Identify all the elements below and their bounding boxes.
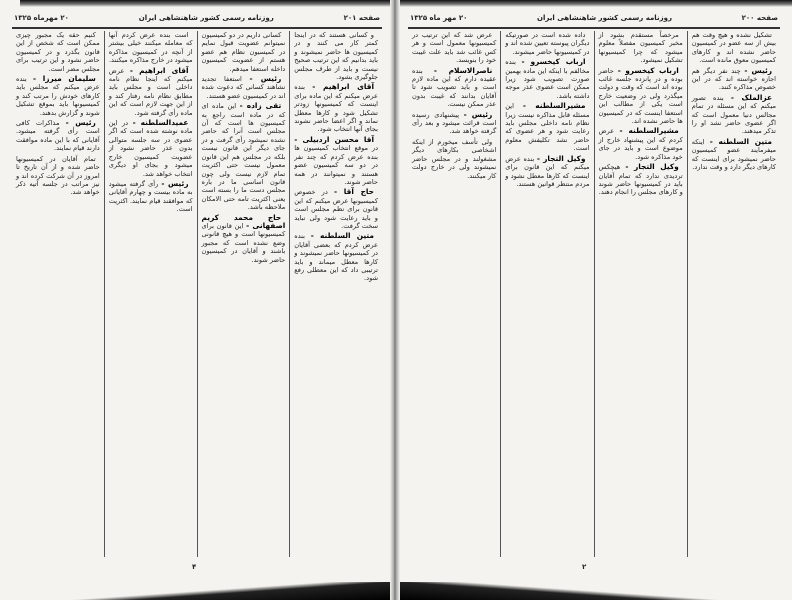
paragraph [202,75,286,100]
scan-shadow [0,582,394,600]
paragraph [294,83,378,133]
paragraph-text: کنیم حقه یک مجبور چیزی ممکن است که شخص از این قانون بگذرد و در کمیسیون حاضر نشود و این ترتیب برای مجلس مضر است. [16,31,100,73]
paragraph-text: این ماده ای که در ماده است راجع به کمیسیون ها است که آن مجلس است آنرا که حاضر نشده نمیشود رأی گرفت و در جای دیگر این قانون نیست بلکه در مجلس هم این قانون معمول نیست حتی اکثریت تمام لازم نیست ولی چون قانون اساسی ما در باره مجلس دست ما را بسته است یعنی اکثریت تامه حتی الامکان ملاحظه باشد. [201,102,286,212]
speaker-name: آقای ابراهیم - [129,65,189,75]
speaker-name: آقای ابراهیم - [312,82,374,92]
paragraph [202,31,286,73]
paragraph [109,180,193,214]
paragraph [294,31,378,81]
paragraph-text: این مسئله قابل مذاکره نیست زیرا نظام نامه داخلی مجلس باید رعایت شود و هر عضوی که حاضر نشد تکلیفش معلوم است. [505,102,590,153]
paragraph [202,102,286,211]
page-header [14,12,380,24]
speaker-name: مشیرالسلطنه - [619,126,679,136]
paragraph-text: عرض میکنم که اینجا نظام نامه داخلی است و مجلس باید مطابق نظام نامه رفتار کند و از این جهت لازم است که این ماده رأی گرفته شود. [108,66,193,117]
paragraph [692,138,776,172]
paragraph [412,138,496,180]
speaker-name: رئیس - [249,74,282,84]
left-page [0,0,394,600]
speaker-name: وکیل التجار - [625,162,679,172]
paragraph [16,155,100,197]
paragraph-text: است بنده عرض کردم آنها که معامله میکنند خیلی بیشتر از آنچه در کمیسیون مذاکره میشود در خارج مذاکره میکنند. [108,31,193,65]
newspaper-title: روزنامه رسمی کشور شاهنشاهی ایران [537,14,672,22]
text-column [197,31,290,557]
speaker-name: ارباب کیخسرو - [617,65,679,75]
paragraph-text: در این ماده نوشته شده است که اگر عضوی در سه جلسه متوالی بدون عذر حاضر نشود از عضویت کمیسیون خارج میشود و بجای او دیگری انتخاب خواهد شد. [108,119,193,178]
page-header [410,12,778,24]
paragraph-text: ولی تأسف میخورم از اینکه اشخاصی بکارهای دیگر مشغولند و در مجلس حاضر نمیشوند ولی در خارج دولت کار میکنند. [412,137,497,180]
header-rule [12,27,382,29]
speaker-name: رئیس - [65,118,96,128]
paragraph [294,232,378,282]
paragraph [505,58,589,100]
speaker-name: رئیس - [744,65,772,75]
paragraph-text: بنده عرض میکنم که مجلس باید کارهای خودش را مرتب کند و کمیسیونها باید بموقع تشکیل شوند و گزارش بدهند. [16,75,100,117]
paragraph-text: مذاکرات کافی است رأی گرفته میشود. آقایانی که با این ماده موافقت دارند قیام نمایند. [16,119,100,153]
text-column [12,31,104,557]
newspaper-title: روزنامه رسمی کشور شاهنشاهی ایران [138,14,274,22]
paragraph-text: مرخصاً مستقدم بشود از مخبر کمیسیون مفصلاً معلوم میشود که چرا کمیسیونها تشکیل نمیشود. [598,31,683,65]
paragraph-text: بنده مخالفم با اینکه این ماده بهمین صورت تصویب شود زیرا ممکن است عضوی عذر موجه داشته باشد. [505,58,590,100]
paragraph [294,136,378,186]
paragraph [412,67,496,109]
issue-date: ۲۰ مهرماه ۱۳۲۵ [14,14,69,22]
speaker-name: متین السلطنه - [709,136,772,146]
paragraph [16,31,100,73]
text-column [408,31,500,557]
paragraph-text: اینکه میفرمایند عضو کمیسیون حاضر نمیشود برای اینست که کارهای دیگر دارد و وقت ندارد. [691,137,776,172]
paragraph [16,75,100,117]
paragraph-text: در موقع انتخاب کمیسیون ها بنده عرض کردم که چند نفر در دو سه کمیسیون عضو هستند و نمیتوانند در همه حاضر شوند. [294,144,378,186]
paragraph-text: بنده تصور میکنم که این مسئله در تمام مجالس دنیا معمول است که اگر عضوی حاضر نشد او را تذکر میدهند. [691,93,776,136]
paragraph [412,31,496,65]
paragraph [599,163,683,197]
speaker-name: تقی زاده - [239,101,282,111]
speaker-name: رئیس - [161,178,189,188]
paragraph [505,31,589,56]
paragraph-text: رأی گرفته میشود به ماده بیست و چهارم آقایانی که موافقند قیام نمایند. اکثریت است. [108,179,193,214]
text-column [594,31,687,557]
paragraph-text: استعفا تجدید نشاهند کسانی که دعوت شده اند در کمیسیون عضو هستند. [201,75,286,100]
scan-shadow [20,0,394,7]
speaker-name: حاج آقا - [333,187,375,197]
paragraph-text: کسانی داریم در دو کمیسیون نمیتوانم عضویت قبول نمایم در کمیسیون نظام هم عضو هستم از عضویت کمیسیون داخله استعفا میدهم. [201,31,286,73]
speaker-name: عزالملک - [730,92,772,102]
paragraph-text: بنده عرض میکنم که این ماده برای اینست که کمیسیونها زودتر تشکیل شود و کارها معطل نماند و اگر اعضا حاضر نشوند بجای آنها انتخاب شود. [294,83,378,134]
paragraph-text: داده شده است در صورتیکه دیگران پیوسته تعیین شده اند و در کمیسیونها حاضر میشوند. [505,31,590,56]
paragraph [294,188,378,230]
speaker-name: عمیدالسلطنه - [132,118,189,128]
speaker-name: رئیس - [463,109,493,119]
page-number-label: صفحه ۲۰۰ [741,14,778,22]
speaker-name: متین السلطنه - [310,231,374,241]
paragraph [202,214,286,264]
speaker-name: سلیمان میرزا - [32,74,96,84]
paragraph [599,31,683,65]
paragraph-text: عرض کردم که این پیشنهاد خارج از موضوع است و باید در جای خود مذاکره شود. [598,127,683,161]
paragraph [109,119,193,178]
footer-page-number: ۲ [582,563,587,571]
right-page [396,0,792,600]
paragraph-text: بنده عرض میکنم که این قانون برای اینست که کارها معطل نشود و مردم منتظر قوانین هستند. [505,154,590,188]
text-columns [408,31,780,557]
paragraph-text: این قانون برای کمیسیونها است و هیچ قانونی وضع نشده است که مجبور باشند و آقایان در کمیسیون حاضر شوند. [201,221,286,264]
speaker-name: آقا محسن اردبیلی - [294,134,374,144]
issue-date: ۲۰ مهر ماه ۱۳۲۵ [410,14,468,22]
scan-shadow [396,0,792,7]
paragraph [692,31,776,65]
paragraph-text: چند نفر دیگر هم اجازه خواسته اند که در این خصوص مذاکره کنند. [691,66,776,92]
text-column [687,31,780,557]
paragraph-text: تشکیل نشده و هیچ وقت هم بیش از سه عضو در کمیسیون حاضر نشده اند و کارهای کمیسیون معوق مانده است. [691,31,776,65]
book-gutter [390,0,400,600]
speaker-name: ارباب کیخسرو - [521,57,586,67]
header-rule [408,27,780,29]
scan-shadow [396,582,792,600]
page-number-label: صفحه ۲۰۱ [343,14,380,22]
paragraph-text: بنده عقیده دارم که این ماده لازم است و باید تصویب شود تا آقایان بدانند که غیبت بدون عذر ممکن نیست. [412,66,497,109]
paragraph-text: عرض شد که این ترتیب در کمیسیونها معمول است و هر کس غائب شد باید علت غیبت خود را بنویسد. [412,31,497,65]
speaker-name: ناصرالاسلام - [433,65,493,75]
paragraph [505,155,589,189]
paragraph [599,127,683,161]
text-column [500,31,593,557]
paragraph [692,94,776,136]
paragraph [109,31,193,65]
paragraph [692,67,776,92]
text-column [104,31,197,557]
paragraph [505,102,589,152]
paragraph-text: پیشنهادی رسیده است قرائت میشود و بعد رأی گرفته خواهد شد. [412,110,497,136]
speaker-name: مشیرالسلطنه - [522,101,586,111]
paragraph [412,111,496,136]
paragraph-text: حاضر بوده و در پانزده جلسه غائب بوده اند است که وقت و دولت میگذرد ولی در وضعیت خارج است یکی از مطالب این استعفا اینست که در کمیسیون ها حاضر نشده اند. [598,66,683,126]
paragraph-text: در خصوص کمیسیونها عرض میکنم که این قانون برای نظم مجلس است و باید رعایت شود ولی نباید سخت گرفت. [294,188,378,230]
footer-page-number: ۴ [192,563,197,571]
paragraph-text: بنده عرض کردم که بعضی آقایان در کمیسیونها حاضر نمیشوند و کارها معطل میماند و باید ترتیبی داد که این معطلی رفع شود. [294,232,378,283]
speaker-name: حاج محمد کریم اصفهانی - [201,212,286,230]
text-column [289,31,382,557]
paragraph [599,67,683,126]
paragraph [109,67,193,117]
paragraph [16,119,100,153]
paragraph-text: هیچکس تردیدی ندارد که تمام آقایان باید در کمیسیونها حاضر شوند و کارهای مجلس را انجام دهند. [598,163,683,197]
speaker-name: وکیل التجار - [536,153,586,163]
paragraph-text: تمام آقایان در کمیسیونها حاضر شده و از آن تاریخ تا امروز در آن شرکت کرده اند و نیز مراتب در جلسه آتیه ذکر خواهد شد. [16,154,100,197]
paragraph-text: و کسانی هستند که در اینجا کمتر کار می کنند و در کمیسیون ها حاضر نمیشوند و باید بدانیم که این ترتیب صحیح نیست و باید از طرف مجلس جلوگیری بشود. [294,31,378,82]
text-columns [12,31,382,557]
